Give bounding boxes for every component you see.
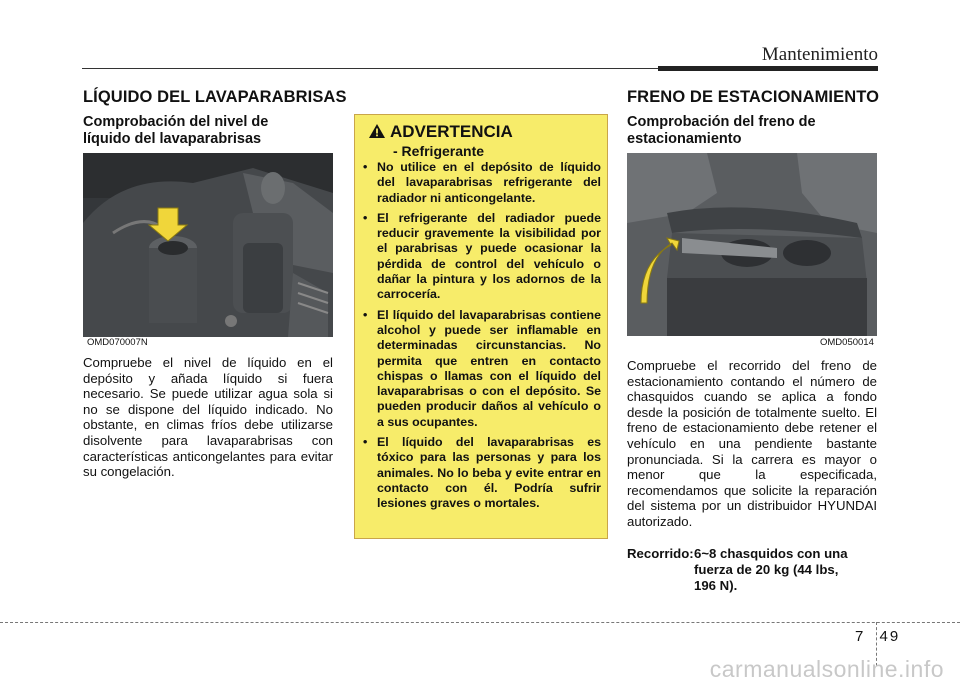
photo-code: OMD050014 xyxy=(820,337,874,348)
warning-item: • El líquido del lavaparabrisas contiene alcohol y puede ser inflamable en determinadas circunstancias. No permita que entren en contacto chispas o llamas con el líquido del lavaparabrisas o con el depósito. Se pueden producir daños al vehículo o a sus ocupantes. xyxy=(361,308,601,430)
spec-line: 6~8 chasquidos con una xyxy=(694,546,848,561)
subtitle-washer-check xyxy=(83,114,268,148)
subtitle-line: Comprobación del nivel de xyxy=(83,114,269,130)
watermark: carmanualsonline.info xyxy=(709,656,944,682)
page-number-value: 49 xyxy=(879,628,901,645)
parking-brake-photo xyxy=(627,153,877,336)
spec-label: Recorrido: xyxy=(627,546,694,561)
section-title-washer-fluid: LÍQUIDO DEL LAVAPARABRISAS xyxy=(83,88,347,106)
subtitle-line: Comprobación del freno de xyxy=(627,114,816,130)
warning-item: • El refrigerante del radiador puede reducir gravemente la visibilidad por el parabrisas y puede ocasionar la pérdida de control del vehículo o dañar la pintura y los adornos de la carrocería. xyxy=(361,211,601,303)
warning-title: ADVERTENCIA xyxy=(390,122,513,141)
warning-list xyxy=(361,160,601,517)
spec-line: 196 N). xyxy=(694,578,738,593)
section-title-parking-brake: FRENO DE ESTACIONAMIENTO xyxy=(627,88,880,106)
washer-reservoir-photo xyxy=(83,153,333,337)
page-number xyxy=(855,628,900,645)
warning-subtitle: - Refrigerante xyxy=(393,143,485,159)
header-rule-accent xyxy=(658,66,878,71)
brake-body-text: Compruebe el recorrido del freno de estacionamiento contando el número de chasquidos cuando se aplica a fondo desde la posición de totalmente suelto. El freno de estacionamiento debe retener el vehículo en una pendiente bastante pronunciada. Si la carrera es mayor o menor que la especificada, recomendamos que solicite la reparación del sistema por un distribuidor HYUNDAI autorizado. xyxy=(627,358,877,529)
running-header: Mantenimiento xyxy=(761,44,878,65)
engine-bay-illustration xyxy=(83,153,333,337)
warning-item: • El líquido del lavaparabrisas es tóxico para las personas y para los animales. No lo beba y evite entrar en contacto con él. Podría sufrir lesiones graves o mortales. xyxy=(361,435,601,511)
photo-code: OMD070007N xyxy=(87,337,148,348)
footer-rule xyxy=(0,622,960,623)
subtitle-line: líquido del lavaparabrisas xyxy=(83,131,262,147)
spec-line: fuerza de 20 kg (44 lbs, xyxy=(694,562,839,577)
brake-spec xyxy=(627,546,848,594)
chapter-number: 7 xyxy=(855,628,866,645)
subtitle-line: estacionamiento xyxy=(627,131,742,147)
warning-item: • No utilice en el depósito de líquido del lavaparabrisas refrigerante del radiador ni anticongelante. xyxy=(361,160,601,206)
washer-body-text: Compruebe el nivel de líquido en el depósito y añada líquido si fuera necesario. Se puede utilizar agua sola si no se dispone del líquido indicado. No obstante, en climas fríos debe utilizarse disolvente para lavaparabrisas con características anticongelantes para evitar su congelación. xyxy=(83,355,333,480)
console-illustration xyxy=(627,153,877,336)
warning-triangle-icon xyxy=(368,123,386,139)
subtitle-brake-check xyxy=(627,114,816,148)
